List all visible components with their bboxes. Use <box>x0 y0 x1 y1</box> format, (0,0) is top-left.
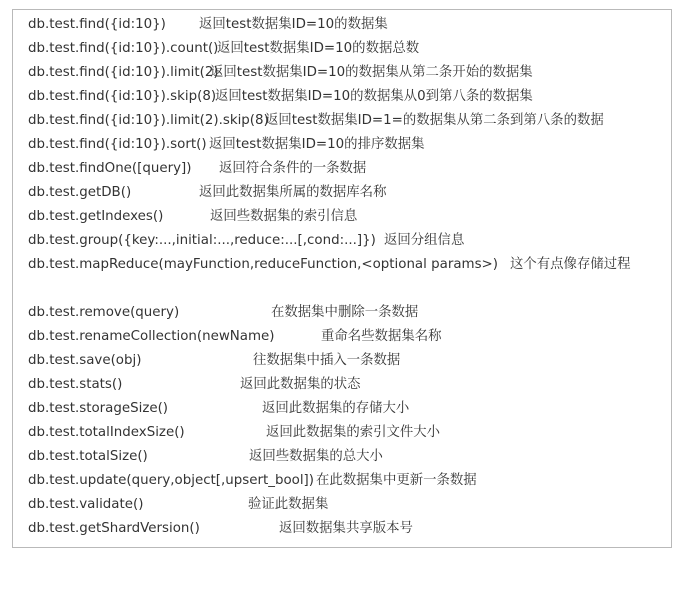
description-text: 返回符合条件的一条数据 <box>219 161 367 176</box>
code-line <box>28 469 477 493</box>
command-text: db.test.validate() <box>28 497 144 512</box>
description-text: 返回此数据集所属的数据库名称 <box>199 185 387 200</box>
code-line <box>28 493 329 517</box>
command-text: db.test.mapReduce(mayFunction,reduceFunction,<optional params>) <box>28 257 498 272</box>
code-line <box>28 133 425 157</box>
description-text: 返回test数据集ID=1=的数据集从第二条到第八条的数据 <box>265 113 604 128</box>
command-text: db.test.totalIndexSize() <box>28 425 185 440</box>
command-text: db.test.find({id:10}).skip(8) <box>28 89 217 104</box>
command-text: db.test.find({id:10}).limit(2) <box>28 65 219 80</box>
description-text: 返回些数据集的总大小 <box>249 449 383 464</box>
code-line <box>28 421 441 445</box>
description-text: 在数据集中删除一条数据 <box>271 305 419 320</box>
code-line <box>28 301 419 325</box>
code-line <box>28 61 533 85</box>
code-line <box>28 349 401 373</box>
code-line <box>28 373 361 397</box>
command-text: db.test.find({id:10}).limit(2).skip(8) <box>28 113 269 128</box>
description-text: 在此数据集中更新一条数据 <box>316 473 477 488</box>
description-text: 返回此数据集的存储大小 <box>262 401 410 416</box>
code-line <box>28 109 604 133</box>
code-line <box>28 181 387 205</box>
command-text: db.test.remove(query) <box>28 305 180 320</box>
description-text: 返回分组信息 <box>384 233 465 248</box>
description-text: 返回test数据集ID=10的数据集从0到第八条的数据集 <box>215 89 533 104</box>
description-text: 返回test数据集ID=10的排序数据集 <box>209 137 425 152</box>
command-text: db.test.getShardVersion() <box>28 521 200 536</box>
description-text: 返回test数据集ID=10的数据集从第二条开始的数据集 <box>210 65 533 80</box>
description-text: 返回些数据集的索引信息 <box>210 209 358 224</box>
command-text: db.test.find({id:10}).sort() <box>28 137 207 152</box>
description-text: 返回此数据集的状态 <box>240 377 361 392</box>
code-line <box>28 517 413 541</box>
code-line <box>28 205 358 229</box>
command-text: db.test.storageSize() <box>28 401 169 416</box>
description-text: 重命名些数据集名称 <box>321 329 442 344</box>
description-text: 返回test数据集ID=10的数据集 <box>199 17 388 32</box>
command-text: db.test.findOne([query]) <box>28 161 192 176</box>
command-text: db.test.renameCollection(newName) <box>28 329 275 344</box>
command-text: db.test.update(query,object[,upsert_bool]) <box>28 473 314 488</box>
code-line <box>28 253 631 277</box>
description-text: 返回此数据集的索引文件大小 <box>266 425 441 440</box>
code-line <box>28 397 410 421</box>
command-text: db.test.totalSize() <box>28 449 148 464</box>
description-text: 返回数据集共享版本号 <box>279 521 413 536</box>
command-text: db.test.save(obj) <box>28 353 142 368</box>
code-line <box>28 445 383 469</box>
code-line <box>28 85 533 109</box>
code-line <box>28 229 465 253</box>
code-line <box>28 325 442 349</box>
code-line <box>28 37 420 61</box>
description-text: 验证此数据集 <box>248 497 329 512</box>
command-text: db.test.group({key:...,initial:...,reduce:...[,cond:...]}) <box>28 233 376 248</box>
description-text: 这个有点像存储过程 <box>510 257 631 272</box>
description-text: 往数据集中插入一条数据 <box>253 353 401 368</box>
command-text: db.test.getIndexes() <box>28 209 164 224</box>
command-text: db.test.find({id:10}) <box>28 17 166 32</box>
code-line <box>28 13 388 37</box>
code-line <box>28 157 367 181</box>
command-text: db.test.find({id:10}).count() <box>28 41 219 56</box>
code-block <box>12 9 672 548</box>
command-text: db.test.getDB() <box>28 185 132 200</box>
description-text: 返回test数据集ID=10的数据总数 <box>217 41 420 56</box>
command-text: db.test.stats() <box>28 377 123 392</box>
